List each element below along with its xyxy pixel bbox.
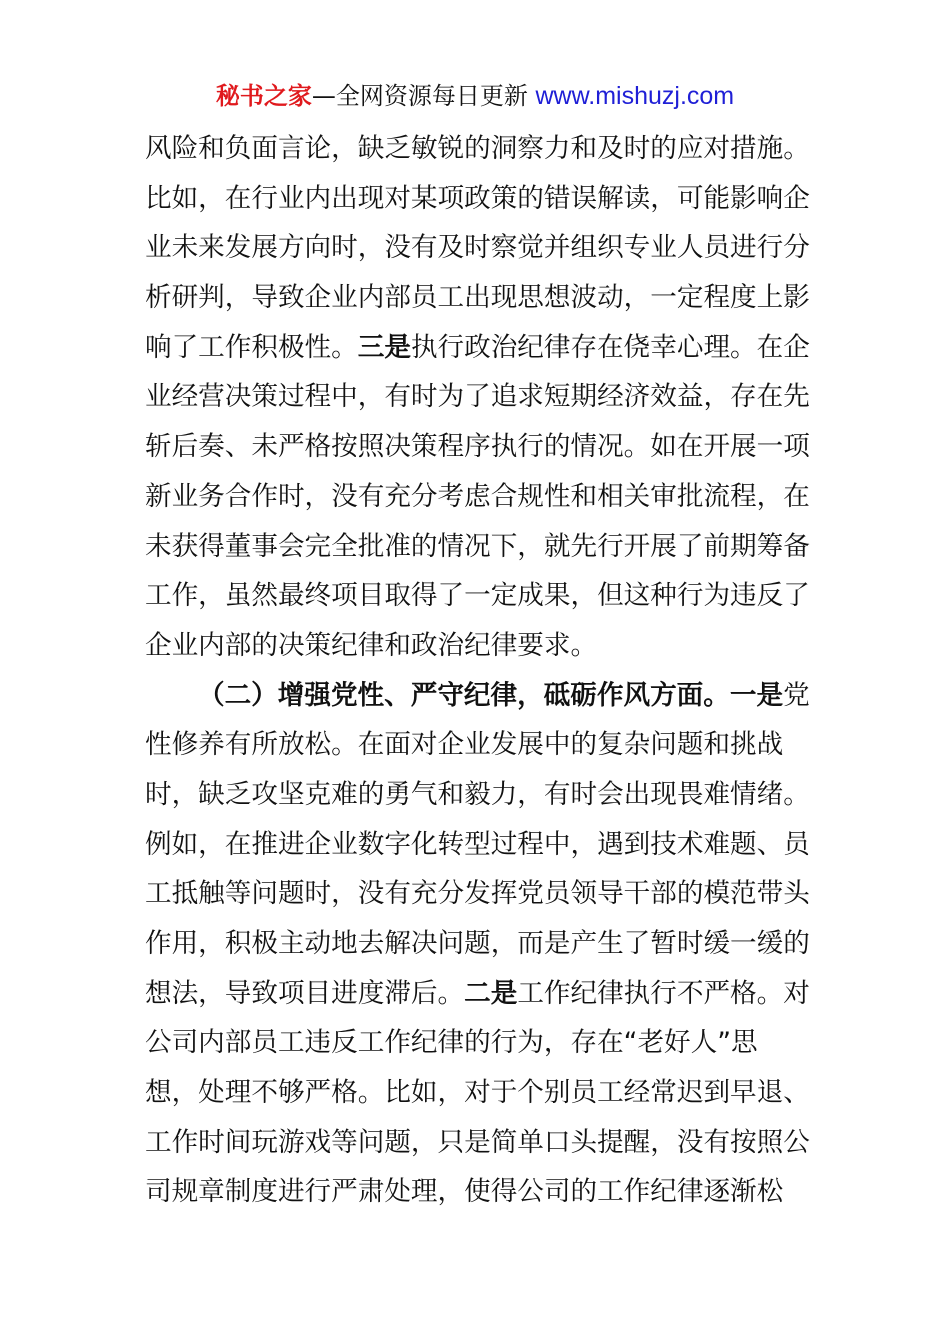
text-segment: 工作时间玩游戏等问题，只是简单口头提醒，没有按照公: [145, 1126, 810, 1158]
text-line: [145, 720, 810, 770]
text-line: [145, 1068, 810, 1118]
text-segment: 未获得董事会完全批准的情况下，就先行开展了前期筹备: [145, 530, 810, 562]
bold-text-segment: 二是: [464, 977, 518, 1009]
text-line: [145, 124, 810, 174]
text-line: [145, 1118, 810, 1168]
text-segment: 新业务合作时，没有充分考虑合规性和相关审批流程，在: [145, 480, 810, 512]
text-segment: 作用，积极主动地去解决问题，而是产生了暂时缓一缓的: [145, 928, 810, 959]
text-line: [145, 1018, 810, 1068]
document-body: [145, 124, 810, 1217]
text-segment: 工抵触等问题时，没有充分发挥党员领导干部的模范带头: [145, 878, 810, 910]
text-segment: 性修养有所放松。在面对企业发展中的复杂问题和挑战: [145, 729, 784, 761]
text-line: [145, 323, 810, 373]
text-line: [145, 372, 810, 422]
text-line: [145, 1167, 810, 1217]
text-segment: 想，处理不够严格。比如，对于个别员工经常迟到早退、: [145, 1077, 810, 1109]
text-line: [145, 919, 810, 969]
text-segment: 想法，导致项目进度滞后。: [145, 977, 465, 1009]
text-line: [145, 820, 810, 870]
text-segment: 工作，虽然最终项目取得了一定成果，但这种行为违反了: [145, 580, 810, 612]
text-line: [145, 869, 810, 919]
text-line: [145, 422, 810, 472]
text-segment: 业未来发展方向时，没有及时察觉并组织专业人员进行分: [145, 232, 810, 264]
text-line: [145, 671, 810, 721]
text-segment: 业经营决策过程中，有时为了追求短期经济效益，存在先: [145, 381, 810, 413]
site-header: [0, 80, 950, 112]
text-segment: 比如，在行业内出现对某项政策的错误解读，可能影响企: [145, 182, 810, 214]
text-line: [145, 174, 810, 224]
text-segment: 工作纪律执行不严格。对: [517, 977, 810, 1009]
text-line: [145, 770, 810, 820]
bold-text-segment: （二）增强党性、严守纪律，砥砺作风方面。一是: [198, 679, 784, 711]
text-segment: 例如，在推进企业数字化转型过程中，遇到技术难题、员: [145, 828, 810, 860]
text-segment: 执行政治纪律存在侥幸心理。在企: [410, 331, 810, 363]
text-line: [145, 969, 810, 1019]
site-url-link[interactable]: www.mishuzj.com: [535, 82, 735, 110]
text-segment: 公司内部员工违反工作纪律的行为，存在“老好人”思: [145, 1027, 758, 1059]
text-line: [145, 223, 810, 273]
bold-text-segment: 三是: [357, 331, 411, 363]
text-segment: 风险和负面言论，缺乏敏锐的洞察力和及时的应对措施。: [145, 133, 810, 164]
text-line: [145, 472, 810, 522]
text-segment: 斩后奏、未严格按照决策程序执行的情况。如在开展一项: [145, 431, 810, 463]
text-segment: 时，缺乏攻坚克难的勇气和毅力，有时会出现畏难情绪。: [145, 778, 810, 810]
text-segment: 司规章制度进行严肃处理，使得公司的工作纪律逐渐松: [145, 1176, 784, 1208]
text-segment: 响了工作积极性。: [145, 331, 358, 363]
text-line: [145, 273, 810, 323]
site-tagline: —全网资源每日更新: [311, 82, 536, 110]
text-segment: 党: [783, 679, 810, 711]
text-line: [145, 621, 810, 671]
text-line: [145, 571, 810, 621]
text-segment: 析研判，导致企业内部员工出现思想波动，一定程度上影: [145, 282, 810, 314]
text-line: [145, 522, 810, 572]
text-segment: 企业内部的决策纪律和政治纪律要求。: [145, 629, 598, 661]
site-brand: 秘书之家: [215, 82, 312, 110]
